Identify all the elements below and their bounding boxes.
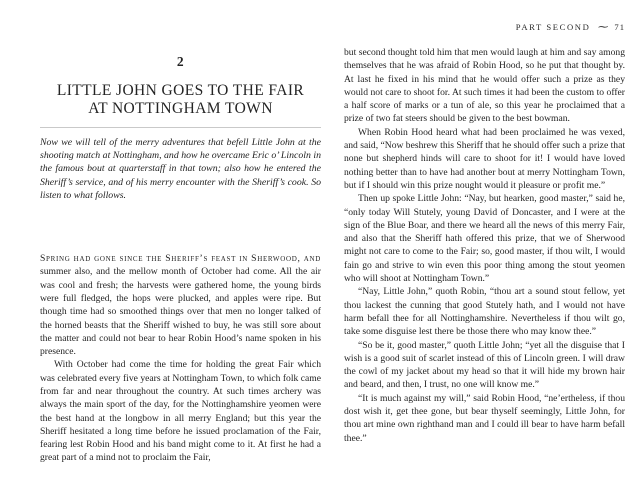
- section-rule: [40, 127, 321, 128]
- paragraph-text: summer also, and the mellow month of October had come. All the air was cool and fresh; the harvests were gathered home, the young birds were full fledged, the hops were plucked, and apples were ripe. But though time had so smoothed things over that men no longer talked of the horned beasts that the Sheriff wished to buy, he was still sore about the matter and could not bear to hear Robin Hood’s name spoken in his presence.: [40, 266, 321, 358]
- page-number: 71: [614, 22, 625, 32]
- chapter-title: [40, 82, 321, 118]
- chapter-title-line1: LITTLE JOHN GOES TO THE FAIR: [56, 82, 305, 99]
- paragraph: but second thought told him that men would laugh at him and say among themselves that he was afraid of Robin Hood, so he put that thought by. At last he fixed in his mind that he would offer such a prize as they would not care to shoot for. At such times it had been the custom to offer a half score of marks or a tun of ale, so this year he proclaimed that a prize of two fat steers should be given to the best bowman.: [344, 47, 625, 125]
- right-page: [344, 0, 625, 487]
- paragraph: “So be it, good master,” quoth Little John; “yet all the disguise that I wish is a good suit of scarlet instead of this of Lincoln green. I will draw the cowl of my jacket about my head so that it will hide my brown hair and beard, and then, I trust, no one will know me.”: [344, 339, 625, 391]
- paragraph: “Nay, Little John,” quoth Robin, “thou art a sound stout fellow, yet thou lackest the cunning that good Stutely hath, and I would not have harm befall thee for all Nottinghamshire. Nevertheless if thou wilt go, take some disguise lest there be those there who may know thee.”: [344, 286, 625, 338]
- chapter-title-line2: AT NOTTINGHAM TOWN: [88, 100, 273, 117]
- paragraph: When Robin Hood heard what had been proclaimed he was vexed, and said, “Now beshrew this Sheriff that he should offer such a prize that none but shepherd hinds will care to shoot for it! I would have loved nothing better than to have had another bout at merry Nottingham Town, but if I should win this prize nought would it pleasure or profit me.”: [344, 126, 625, 191]
- left-page: [40, 0, 321, 487]
- paragraph: [40, 252, 321, 358]
- lead-smallcaps: Spring had gone since the Sheriff’s feast in Sherwood, and: [40, 253, 321, 265]
- header-ornament: ⁓: [597, 22, 608, 33]
- paragraph: Then up spoke Little John: “Nay, but hearken, good master,” said he, “only today Will Stutely, young David of Doncaster, and I were at the sign of the Blue Boar, and there we heard all the news of this merry Fair, and also that the Sheriff hath offered this prize, that we of Sherwood might not care to come to the Fair; so, good master, if thou wilt, I would fain go and strive to win even this poor thing among the stout yeomen who will shoot at Nottingham Town.”: [344, 193, 625, 285]
- chapter-number: 2: [176, 54, 185, 69]
- paragraph: With October had come the time for holding the great Fair which was celebrated every five years at Nottingham Town, to which folk came from far and near throughout the country. At such times archery was always the main sport of the day, for the Nottinghamshire yeomen were the best hand at the longbow in all merry England; but this year the Sheriff hesitated a long time before he issued proclamation of the Fair, fearing lest Robin Hood and his band might come to it. At first he had a great part of a mind not to proclaim the Fair,: [40, 359, 321, 464]
- paragraph: “It is much against my will,” said Robin Hood, “ne’ertheless, if thou dost wish it, get thee gone, but bear thyself seemingly, Little John, for thou art mine own righthand man and I could ill bear to have harm befall thee.”: [344, 392, 625, 444]
- part-label: PART SECOND: [515, 22, 591, 32]
- running-header: [344, 22, 625, 33]
- chapter-intro: Now we will tell of the merry adventures that befell Little John at the shooting match at Nottingham, and how he overcame Eric o’ Lincoln in the famous bout at quarterstaff in that town; also how he entered the Sheriff’s service, and of his merry encounter with the Sheriff’s cook. So listen to what follows.: [40, 137, 321, 201]
